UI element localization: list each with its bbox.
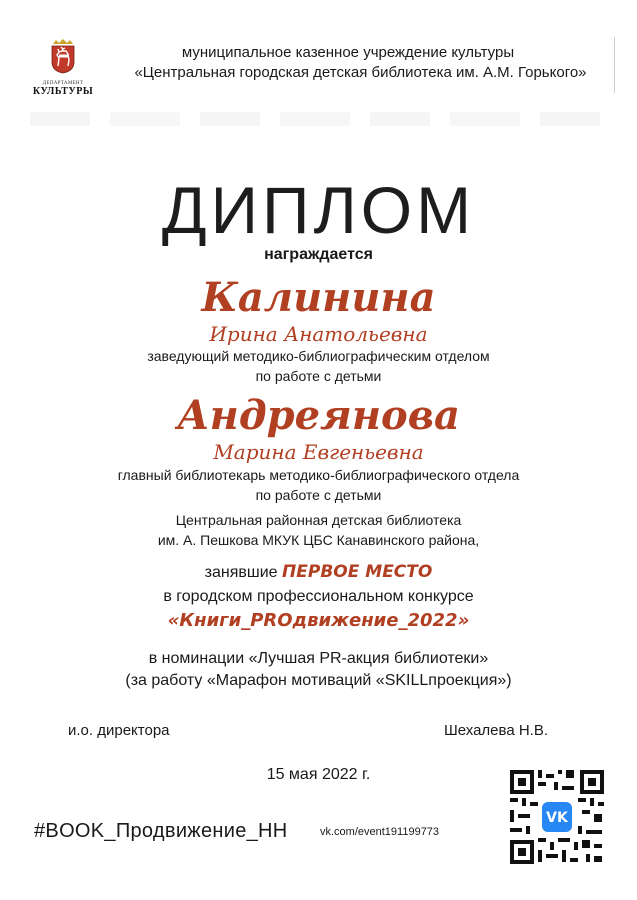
header-line1: муниципальное казенное учреждение культуры <box>181 44 515 61</box>
director-title: и.о. директора <box>68 722 170 739</box>
library-line1: Центральная районная детская библиотека <box>175 512 462 528</box>
qr-code[interactable] <box>508 768 606 866</box>
recipient-2-position-line1: главный библиотекарь методико-библиографического отдела <box>117 467 520 483</box>
logo-caption-small: ДЕПАРТАМЕНТ <box>42 81 84 86</box>
recipient-2-position-line2: по работе с детьми <box>255 487 382 503</box>
scan-artifact <box>30 112 610 126</box>
diploma-title: ДИПЛОМ <box>161 173 476 247</box>
recipient-2-name: Марина Евгеньевна <box>213 440 424 464</box>
place-highlight: ПЕРВОЕ МЕСТО <box>282 562 433 582</box>
qr-code-icon <box>508 768 606 866</box>
recipient-2-surname: Андреянова <box>177 392 460 439</box>
contest-line: в городском профессиональном конкурсе <box>163 588 474 605</box>
header-line2: «Центральная городская детская библиотека им. А.М. Горького» <box>134 64 587 81</box>
department-logo <box>32 38 94 98</box>
recipient-1-surname: Калинина <box>201 274 436 321</box>
contest-name: «Книги_PROдвижение_2022» <box>167 610 470 631</box>
awarded-label: награждается <box>264 246 373 263</box>
nomination-line1: в номинации «Лучшая PR-акция библиотеки» <box>148 650 489 667</box>
issue-date: 15 мая 2022 г. <box>266 766 371 783</box>
vk-link[interactable]: vk.com/event191199773 <box>320 826 440 838</box>
recipient-1-position-line1: заведующий методико-библиографическим отделом <box>147 348 490 364</box>
library-line2: им. А. Пешкова МКУК ЦБС Канавинского района, <box>157 532 480 548</box>
hashtag: #BOOK_Продвижение_НН <box>34 820 288 842</box>
nizhny-novgorod-deer-emblem-icon <box>48 38 78 74</box>
svg-text:VK: VK <box>546 810 568 826</box>
director-name: Шехалева Н.В. <box>444 722 549 739</box>
logo-caption-big: КУЛЬТУРЫ <box>32 86 94 97</box>
place-prefix: занявшие <box>204 564 278 581</box>
nomination-line2: (за работу «Марафон мотиваций «SKILLпроекция») <box>125 672 512 689</box>
recipient-1-position-line2: по работе с детьми <box>255 368 382 384</box>
place-line <box>0 562 637 582</box>
recipient-1-name: Ирина Анатольевна <box>209 322 428 346</box>
